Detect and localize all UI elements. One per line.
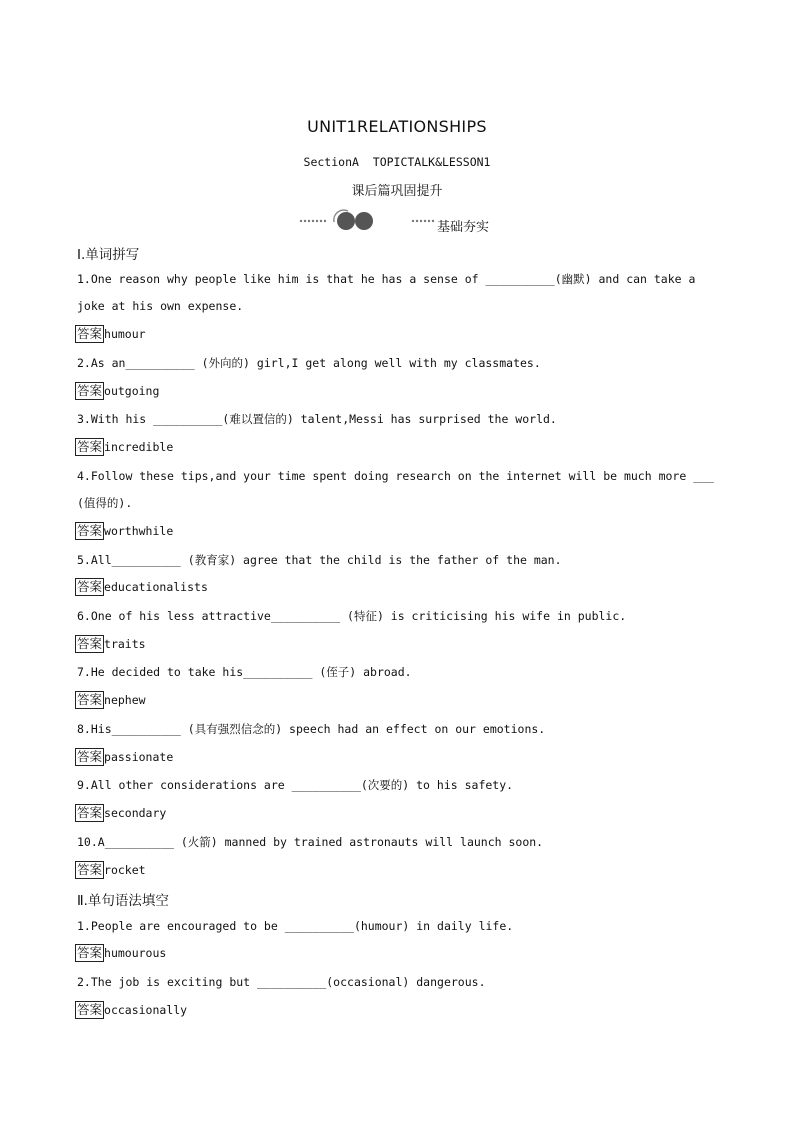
answer-5 (75, 578, 208, 596)
answer-tag: 答案 (77, 805, 103, 820)
subtitle: 课后篇巩固提升 (351, 184, 443, 199)
question-2: 2.As an__________ (外向的) girl,I get along well with my classmates. (77, 356, 541, 370)
answer-text: rocket (104, 863, 146, 877)
answer-tag: 答案 (77, 692, 103, 707)
question-10: 10.A__________ (火箭) manned by trained astronauts will launch soon. (77, 835, 544, 849)
answer-text: educationalists (104, 580, 208, 594)
question-8: 8.His__________ (具有强烈信念的) speech had an effect on our emotions. (77, 722, 546, 736)
question-4: 4.Follow these tips,and your time spent doing research on the internet will be much more ___ (值得的). (77, 469, 714, 510)
question-7: 7.He decided to take his__________ (侄子) abroad. (77, 665, 412, 679)
answer-tag: 答案 (77, 326, 103, 341)
answer-tag: 答案 (77, 749, 103, 764)
answer-text: secondary (104, 806, 167, 820)
question-5: 5.All__________ (教育家) agree that the child is the father of the man. (77, 553, 562, 567)
answer-text: incredible (104, 440, 174, 454)
answer-text: worthwhile (104, 524, 174, 538)
part2-heading: Ⅱ.单句语法填空 (77, 893, 169, 909)
question-2-1: 1.People are encouraged to be __________(humour) in daily life. (77, 919, 514, 933)
page-title: UNIT1RELATIONSHIPS (307, 117, 487, 136)
question-6: 6.One of his less attractive__________ (特征) is criticising his wife in public. (77, 609, 627, 623)
section-line: SectionA TOPICTALK&LESSON1 (303, 155, 491, 169)
question-9: 9.All other considerations are __________(次要的) to his safety. (77, 778, 514, 792)
question-1: 1.One reason why people like him is that he has a sense of __________(幽默) and can take a joke at his own expense. (77, 272, 696, 313)
answer-6 (75, 635, 146, 653)
banner-label: 基础夯实 (437, 220, 490, 235)
answer-10 (75, 861, 146, 879)
answer-text: humourous (104, 946, 167, 960)
answer-tag: 答案 (77, 523, 103, 538)
answer-tag: 答案 (77, 862, 103, 877)
answer-tag: 答案 (77, 439, 103, 454)
answer-tag: 答案 (77, 945, 103, 960)
answer-tag: 答案 (77, 383, 103, 398)
answer-1 (75, 325, 146, 343)
answer-8 (75, 748, 173, 766)
answer-tag: 答案 (77, 636, 103, 651)
answer-7 (75, 691, 146, 709)
answer-text: outgoing (104, 384, 160, 398)
answer-2-2 (75, 1001, 187, 1019)
question-2-2: 2.The job is exciting but __________(occasional) dangerous. (77, 975, 486, 989)
answer-text: humour (104, 327, 146, 341)
answer-tag: 答案 (77, 1002, 103, 1017)
part1-heading: Ⅰ.单词拼写 (77, 247, 140, 263)
answer-text: nephew (104, 693, 146, 707)
answer-tag: 答案 (77, 579, 103, 594)
answer-2-1 (75, 944, 166, 962)
answer-text: occasionally (104, 1003, 188, 1017)
answer-9 (75, 804, 166, 822)
answer-text: passionate (104, 750, 174, 764)
answer-text: traits (104, 637, 146, 651)
answer-4 (75, 522, 173, 540)
question-3: 3.With his __________(难以置信的) talent,Messi has surprised the world. (77, 412, 557, 426)
answer-3 (75, 438, 173, 456)
answer-2 (75, 382, 159, 400)
